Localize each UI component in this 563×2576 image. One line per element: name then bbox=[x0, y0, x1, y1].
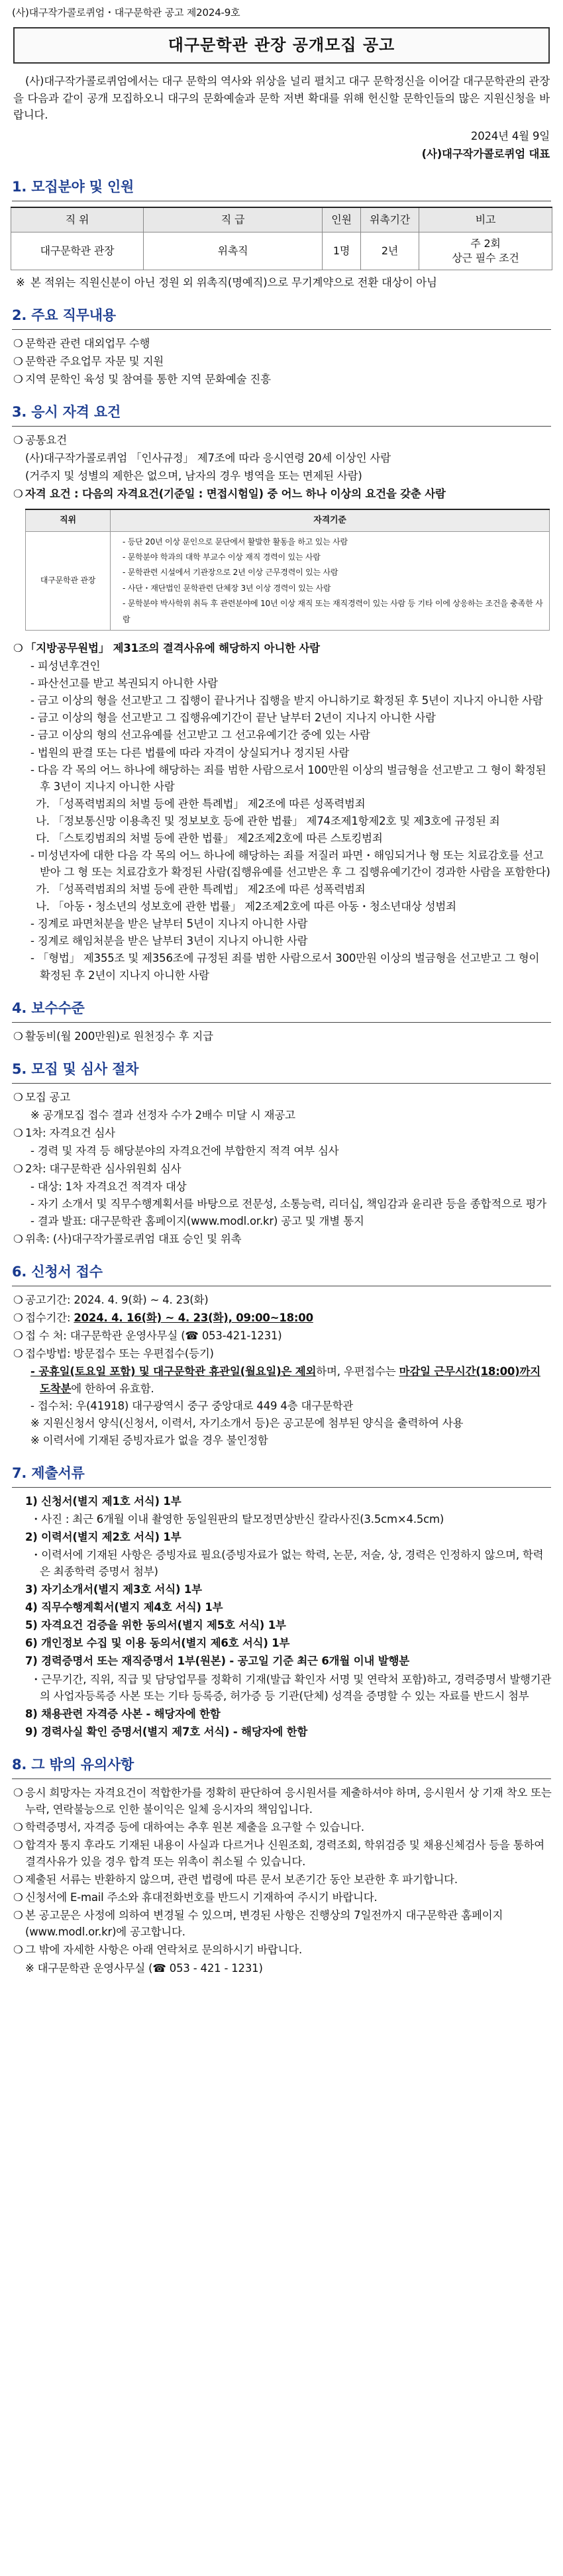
section-title-documents: 7. 제출서류 bbox=[12, 1465, 85, 1481]
disqualification-item: - 다음 각 목의 어느 하나에 해당하는 죄를 범한 사람으로서 100만원 이상의 벌금형을 선고받고 그 형이 확정된 후 3년이 지나지 아니한 사람 bbox=[30, 763, 546, 793]
document-item: 2) 이력서(별지 제2호 서식) 1부 bbox=[25, 1530, 181, 1543]
list-item: ❍ 접수방법: 방문접수 또는 우편접수(등기) bbox=[13, 1347, 214, 1361]
disqualification-subitem: 가. 「성폭력범죄의 처벌 등에 관한 특례법」 제2조에 따른 성폭력범죄 bbox=[36, 883, 366, 896]
section-title-notes: 8. 그 밖의 유의사항 bbox=[12, 1756, 134, 1773]
disqualification-item: - 금고 이상의 형을 선고받고 그 집행이 끝나거나 집행을 받지 아니하기로 확정된 후 5년이 지나지 아니한 사람 bbox=[30, 694, 543, 707]
list-item: ❍ 1차: 자격요건 심사 bbox=[13, 1126, 115, 1139]
list-item: ❍ 위촉: (사)대구작가콜로퀴엄 대표 승인 및 위촉 bbox=[13, 1233, 242, 1246]
section-title-application: 6. 신청서 접수 bbox=[12, 1264, 103, 1280]
list-item: ❍ 문학관 관련 대외업무 수행 bbox=[13, 336, 150, 350]
remark-line: 주 2회 bbox=[470, 237, 501, 250]
contact-info: ※ 대구문학관 운영사무실 (☎ 053 - 421 - 1231) bbox=[25, 1961, 263, 1975]
recruitment-table bbox=[11, 207, 552, 270]
disqualification-subitem: 가. 「성폭력범죄의 처벌 등에 관한 특례법」 제2조에 따른 성폭력범죄 bbox=[36, 797, 366, 810]
section-divider bbox=[12, 426, 551, 427]
list-item: ❍ 모집 공고 bbox=[13, 1090, 71, 1104]
list-item: ❍ 합격자 통지 후라도 기재된 내용이 사실과 다르거나 신원조회, 경력조회, 학위검증 및 채용신체검사 등을 통하여 결격사유가 있을 경우 합격 또는 위촉이 취소될 수 있습니다. bbox=[13, 1838, 544, 1869]
application-detail: - 공휴일(토요일 포함) 및 대구문학관 휴관일(월요일)은 제외하며, 우편접수는 마감일 근무시간(18:00)까지 도착분에 한하여 유효함. bbox=[30, 1365, 540, 1395]
document-item: 3) 자기소개서(별지 제3호 서식) 1부 bbox=[25, 1583, 202, 1596]
disqualification-item: - 「형법」 제355조 및 제356조에 규정된 죄를 범한 사람으로서 300만원 이상의 벌금형을 선고받고 그 형이 확정된 후 2년이 지나지 아니한 사람 bbox=[30, 952, 540, 982]
table-cell: 1명 bbox=[323, 232, 361, 270]
document-detail: ・이력서에 기재된 사항은 증빙자료 필요(증빙자료가 없는 학력, 논문, 저술, 상, 경력은 인정하지 않으며, 학력은 최종학력 증명서 첨부) bbox=[30, 1548, 544, 1578]
section-divider bbox=[12, 1487, 551, 1488]
table-header-cell: 직위 bbox=[26, 509, 111, 531]
notice-number: (사)대구작가콜로퀴엄・대구문학관 공고 제2024-9호 bbox=[12, 7, 240, 19]
procedure-detail: - 자기 소개서 및 직무수행계획서를 바탕으로 전문성, 소통능력, 리더십, 책임감과 윤리관 등을 종합적으로 평가 bbox=[30, 1197, 546, 1210]
disqualification-item: - 징계로 해임처분을 받은 날부터 3년이 지나지 아니한 사람 bbox=[30, 935, 308, 948]
list-item-text: (거주지 및 성별의 제한은 없으며, 남자의 경우 병역을 또는 면제된 사람) bbox=[25, 469, 362, 482]
section-divider bbox=[12, 1083, 551, 1084]
procedure-detail: - 결과 발표: 대구문학관 홈페이지(www.modl.or.kr) 공고 및 개별 통지 bbox=[30, 1215, 364, 1228]
procedure-note: ※ 공개모집 접수 결과 선정자 수가 2배수 미달 시 재공고 bbox=[30, 1108, 295, 1121]
table-header-cell: 직 위 bbox=[11, 207, 144, 232]
document-item: 9) 경력사실 확인 증명서(별지 제7호 서식) - 해당자에 한함 bbox=[25, 1725, 308, 1738]
table-header-cell: 위촉기간 bbox=[361, 207, 419, 232]
notice-date: 2024년 4월 9일 bbox=[470, 129, 550, 142]
section-title-recruitment: 1. 모집분야 및 인원 bbox=[12, 179, 134, 195]
table-cell: 대구문학관 관장 bbox=[11, 232, 144, 270]
table-header-row bbox=[11, 207, 552, 232]
list-item: ❍ 공고기간: 2024. 4. 9(화) ~ 4. 23(화) bbox=[13, 1294, 209, 1307]
disqualification-item: - 징계로 파면처분을 받은 날부터 5년이 지나지 아니한 사람 bbox=[30, 917, 308, 931]
list-item: ❍ 2차: 대구문학관 심사위원회 심사 bbox=[13, 1162, 181, 1175]
list-item: ❍ 지역 문학인 육성 및 참여를 통한 지역 문화예술 진흥 bbox=[13, 372, 271, 386]
table-header-cell: 자격기준 bbox=[111, 509, 550, 531]
issuing-organization: (사)대구작가콜로퀴엄 대표 bbox=[421, 148, 550, 161]
criteria-item: - 문학관련 시설에서 기관장으로 2년 이상 근무경력이 있는 사람 bbox=[123, 568, 338, 578]
qualification-table bbox=[25, 509, 550, 631]
disqualification-item: - 파산선고를 받고 복권되지 아니한 사람 bbox=[30, 677, 218, 690]
table-header-cell: 인원 bbox=[323, 207, 361, 232]
list-item: ❍ 학력증명서, 자격증 등에 대하여는 추후 원본 제출을 요구할 수 있습니다. bbox=[13, 1820, 364, 1833]
document-item: 7) 경력증명서 또는 재직증명서 1부(원본) - 공고일 기준 최근 6개월 이내 발행분 bbox=[25, 1655, 409, 1668]
document-item: 4) 직무수행계획서(별지 제4호 서식) 1부 bbox=[25, 1601, 223, 1614]
document-detail: ・사진 : 최근 6개월 이내 촬영한 동일원판의 탈모정면상반신 칼라사진(3.5cm×4.5cm) bbox=[30, 1512, 444, 1525]
list-item-text: (사)대구작가콜로퀴엄 「인사규정」 제7조에 따라 응시연령 20세 이상인 사람 bbox=[25, 451, 391, 464]
section-divider bbox=[12, 329, 551, 330]
disqualification-item: - 금고 이상의 형의 선고유예를 선고받고 그 선고유예기간 중에 있는 사람 bbox=[30, 729, 370, 742]
disqualification-item: - 금고 이상의 형을 선고받고 그 집행유예기간이 끝난 날부터 2년이 지나지 아니한 사람 bbox=[30, 711, 436, 725]
section-title-qualifications: 3. 응시 자격 요건 bbox=[12, 403, 121, 420]
table-cell: 2년 bbox=[361, 232, 419, 270]
table-header-cell: 비고 bbox=[419, 207, 552, 232]
table-header-row bbox=[26, 509, 550, 531]
table-cell: 대구문학관 관장 bbox=[26, 531, 111, 630]
application-detail: - 접수처: 우(41918) 대구광역시 중구 중앙대로 449 4층 대구문학관 bbox=[30, 1399, 354, 1412]
list-item: ❍ 자격 요건 : 다음의 자격요건(기준일 : 면접시험일) 중 어느 하나 이상의 요건을 갖춘 사람 bbox=[13, 487, 446, 500]
procedure-detail: - 경력 및 자격 등 해당분야의 자격요건에 부합한지 적격 여부 심사 bbox=[30, 1144, 339, 1157]
list-item: ❍ 「지방공무원법」 제31조의 결격사유에 해당하지 아니한 사람 bbox=[13, 642, 320, 655]
list-item: ❍ 문학관 주요업무 자문 및 지원 bbox=[13, 354, 164, 368]
table-cell: 위촉직 bbox=[144, 232, 323, 270]
disqualification-item: - 미성년자에 대한 다음 각 목의 어느 하나에 해당하는 죄를 저질러 파면・해임되거나 형 또는 치료감호를 선고받아 그 형 또는 치료감호가 확정된 사람(집행유예를 선고받은 후 그 집행유예기간이 경과한 사람을 포함한다) bbox=[30, 849, 550, 879]
list-item: ❍ 본 공고문은 사정에 의하여 변경될 수 있으며, 변경된 사항은 진행상의 7일전까지 대구문학관 홈페이지(www.modl.or.kr)에 공고합니다. bbox=[13, 1909, 503, 1939]
table-row bbox=[11, 232, 552, 270]
list-item: ❍ 제출된 서류는 반환하지 않으며, 관련 법령에 따른 문서 보존기간 동안 보관한 후 파기합니다. bbox=[13, 1873, 458, 1886]
application-period: 2024. 4. 16(화) ~ 4. 23(화), 09:00~18:00 bbox=[74, 1312, 313, 1325]
criteria-item: - 문학분야 학과의 대학 부교수 이상 재직 경력이 있는 사람 bbox=[123, 552, 321, 562]
criteria-item: - 문학분야 박사학위 취득 후 관련분야에 10년 이상 재직 또는 재직경력이 있는 사람 등 기타 이에 상응하는 조건을 충족한 사람 bbox=[123, 599, 543, 624]
section-title-compensation: 4. 보수수준 bbox=[12, 1000, 85, 1016]
document-item: 6) 개인정보 수집 및 이용 동의서(별지 제6호 서식) 1부 bbox=[25, 1637, 290, 1650]
document-item: 1) 신청서(별지 제1호 서식) 1부 bbox=[25, 1494, 181, 1508]
table-row bbox=[26, 531, 550, 630]
section-divider bbox=[12, 1778, 551, 1779]
criteria-item: - 사단・재단법인 문학관련 단체장 3년 이상 경력이 있는 사람 bbox=[123, 583, 331, 593]
application-note: ※ 지원신청서 양식(신청서, 이력서, 자기소개서 등)은 공고문에 첨부된 양식을 출력하여 사용 bbox=[30, 1416, 464, 1429]
disqualification-subitem: 다. 「스토킹범죄의 처벌 등에 관한 법률」 제2조제2호에 따른 스토킹범죄 bbox=[36, 831, 383, 845]
disqualification-subitem: 나. 「아동・청소년의 성보호에 관한 법률」 제2조제2호에 따른 아동・청소년대상 성범죄 bbox=[36, 900, 456, 913]
document-item: 8) 채용관련 자격증 사본 - 해당자에 한함 bbox=[25, 1707, 221, 1720]
list-item: ❍ 접 수 처: 대구문학관 운영사무실 (☎ 053-421-1231) bbox=[13, 1329, 282, 1343]
table-header-cell: 직 급 bbox=[144, 207, 323, 232]
procedure-detail: - 대상: 1차 자격요건 적격자 대상 bbox=[30, 1180, 187, 1193]
list-item: ❍ 접수기간: 2024. 4. 16(화) ~ 4. 23(화), 09:00~18:00 bbox=[13, 1312, 313, 1325]
application-note: ※ 이력서에 기재된 증빙자료가 없을 경우 불인정함 bbox=[30, 1433, 268, 1447]
page-title: 대구문학관 관장 공개모집 공고 bbox=[13, 27, 550, 64]
list-item: ❍ 응시 희망자는 자격요건이 적합한가를 정확히 판단하여 응시원서를 제출하셔야 하며, 응시원서 상 기재 착오 또는 누락, 연락불능으로 인한 불이익은 일체 응시자의 책임입니다. bbox=[13, 1786, 552, 1816]
section-title-duties: 2. 주요 직무내용 bbox=[12, 307, 116, 323]
intro-paragraph: (사)대구작가콜로퀴엄에서는 대구 문학의 역사와 위상을 널리 펼치고 대구 문학정신을 이어갈 대구문학관의 관장을 다음과 같이 공개 모집하오니 대구의 문화예술과 문학 저변 확대를 위해 헌신할 문학인들의 많은 지원신청을 바랍니다. bbox=[13, 75, 550, 122]
section-divider bbox=[12, 1022, 551, 1023]
table-cell bbox=[419, 232, 552, 270]
document-item: 5) 자격요건 검증을 위한 동의서(별지 제5호 서식) 1부 bbox=[25, 1619, 286, 1632]
table-cell bbox=[111, 531, 550, 630]
list-item: ❍ 공통요건 bbox=[13, 433, 67, 446]
list-item: ❍ 신청서에 E-mail 주소와 휴대전화번호를 반드시 기재하여 주시기 바랍니다. bbox=[13, 1891, 378, 1904]
disqualification-item: - 법원의 판결 또는 다른 법률에 따라 자격이 상실되거나 정지된 사람 bbox=[30, 746, 350, 759]
list-item: ❍ 그 밖에 자세한 사항은 아래 연락처로 문의하시기 바랍니다. bbox=[13, 1943, 303, 1957]
list-item: ❍ 활동비(월 200만원)로 원천징수 후 지급 bbox=[13, 1029, 213, 1043]
note-mark: ※ bbox=[16, 276, 25, 289]
disqualification-item: - 피성년후견인 bbox=[30, 660, 101, 673]
note: ※ 본 적위는 직원신분이 아닌 정원 외 위촉직(명예직)으로 무기계약으로 전환 대상이 아님 bbox=[11, 274, 552, 291]
disqualification-subitem: 나. 「정보통신망 이용촉진 및 정보보호 등에 관한 법률」 제74조제1항제2호 및 제3호에 규정된 죄 bbox=[36, 814, 500, 827]
remark-line: 상근 필수 조건 bbox=[452, 251, 519, 264]
criteria-item: - 등단 20년 이상 문인으로 문단에서 활발한 활동을 하고 있는 사람 bbox=[123, 537, 348, 546]
section-title-procedure: 5. 모집 및 심사 절차 bbox=[12, 1060, 139, 1077]
document-detail: ・근무기간, 직위, 직급 및 담당업무를 정확히 기재(발급 확인자 서명 및 연락처 포함)하고, 경력증명서 발행기관의 사업자등록증 사본 또는 기타 등록증, 허가증 등 기관(단체) 성격을 증명할 수 있는 자료를 반드시 첨부 bbox=[30, 1673, 552, 1702]
